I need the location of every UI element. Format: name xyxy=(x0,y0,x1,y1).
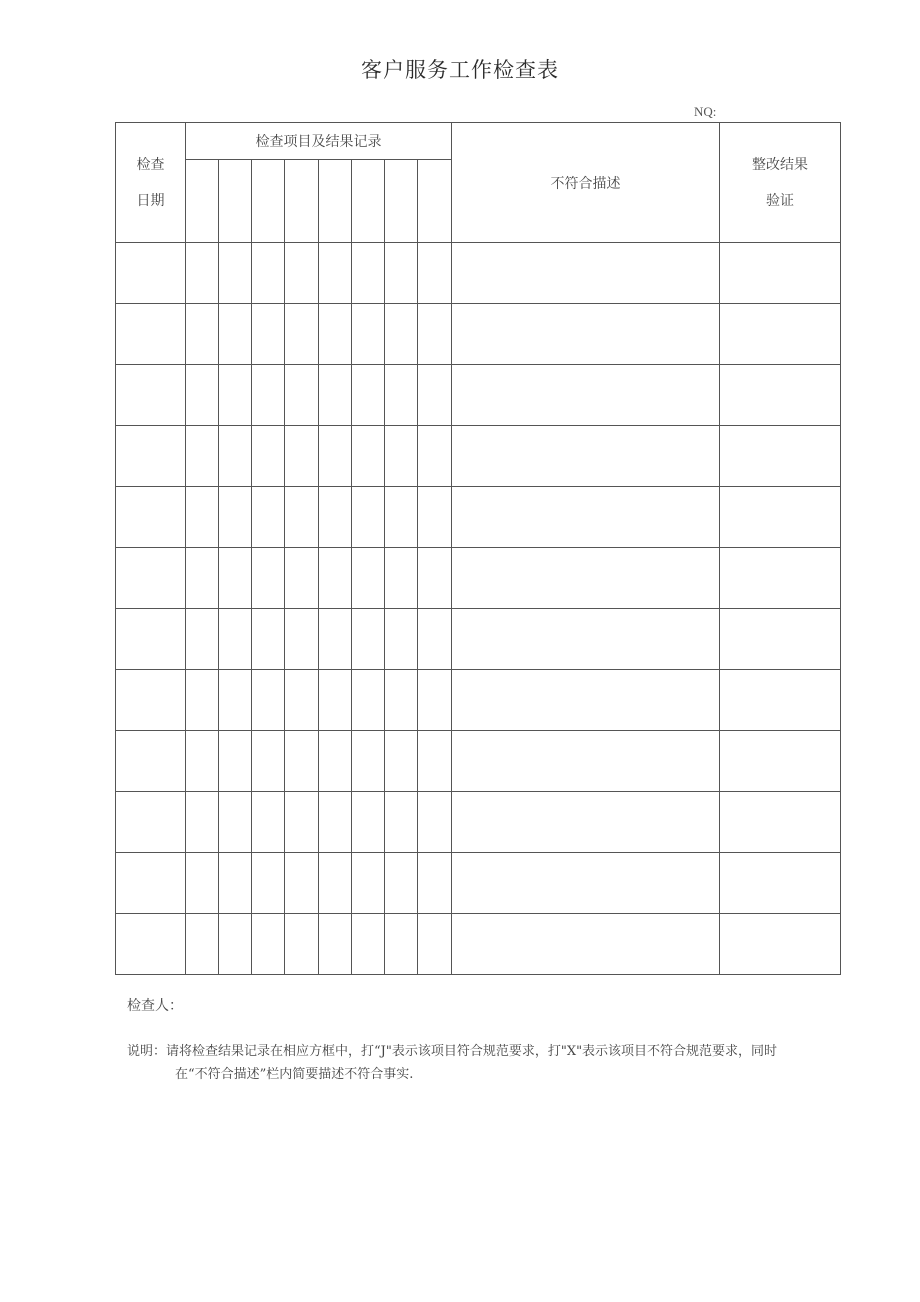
description-cell[interactable] xyxy=(452,792,720,853)
header-description-cell: 不符合描述 xyxy=(452,123,720,243)
verification-cell[interactable] xyxy=(720,731,841,792)
verification-cell[interactable] xyxy=(720,487,841,548)
verification-cell[interactable] xyxy=(720,243,841,304)
item-result-cell[interactable] xyxy=(319,426,352,487)
description-cell[interactable] xyxy=(452,548,720,609)
header-date-cell xyxy=(116,123,186,243)
item-result-cell[interactable] xyxy=(418,426,452,487)
verification-cell[interactable] xyxy=(720,914,841,975)
item-result-cell[interactable] xyxy=(285,914,319,975)
date-cell[interactable] xyxy=(116,670,186,731)
item-result-cell[interactable] xyxy=(319,304,352,365)
item-result-cell[interactable] xyxy=(285,670,319,731)
item-result-cell[interactable] xyxy=(219,731,252,792)
date-cell[interactable] xyxy=(116,731,186,792)
item-result-cell[interactable] xyxy=(385,670,418,731)
item-result-cell[interactable] xyxy=(285,609,319,670)
verification-cell[interactable] xyxy=(720,304,841,365)
item-result-cell[interactable] xyxy=(352,670,385,731)
item-column-header-cell[interactable] xyxy=(319,160,352,243)
description-cell[interactable] xyxy=(452,914,720,975)
item-column-header-cell[interactable] xyxy=(219,160,252,243)
checker-label: 检查人： xyxy=(127,998,183,1014)
item-result-cell[interactable] xyxy=(219,914,252,975)
item-result-cell[interactable] xyxy=(285,243,319,304)
item-result-cell[interactable] xyxy=(186,609,219,670)
item-result-cell[interactable] xyxy=(285,853,319,914)
item-result-cell[interactable] xyxy=(186,243,219,304)
description-cell[interactable] xyxy=(452,487,720,548)
table-row xyxy=(116,304,841,365)
item-result-cell[interactable] xyxy=(186,548,219,609)
item-result-cell[interactable] xyxy=(352,243,385,304)
item-result-cell[interactable] xyxy=(418,731,452,792)
description-cell[interactable] xyxy=(452,365,720,426)
date-cell[interactable] xyxy=(116,853,186,914)
item-result-cell[interactable] xyxy=(418,914,452,975)
table-row xyxy=(116,792,841,853)
item-result-cell[interactable] xyxy=(319,731,352,792)
item-result-cell[interactable] xyxy=(319,792,352,853)
item-result-cell[interactable] xyxy=(319,853,352,914)
item-result-cell[interactable] xyxy=(285,548,319,609)
item-column-header-cell[interactable] xyxy=(252,160,285,243)
item-result-cell[interactable] xyxy=(186,792,219,853)
inspection-table xyxy=(115,122,841,975)
item-result-cell[interactable] xyxy=(385,304,418,365)
item-result-cell[interactable] xyxy=(352,853,385,914)
item-result-cell[interactable] xyxy=(219,304,252,365)
date-cell[interactable] xyxy=(116,426,186,487)
table-row xyxy=(116,853,841,914)
table-row xyxy=(116,670,841,731)
header-items-cell: 检查项目及结果记录 xyxy=(186,123,452,160)
item-result-cell[interactable] xyxy=(285,304,319,365)
item-result-cell[interactable] xyxy=(319,487,352,548)
item-result-cell[interactable] xyxy=(186,365,219,426)
item-result-cell[interactable] xyxy=(385,792,418,853)
item-result-cell[interactable] xyxy=(186,670,219,731)
item-result-cell[interactable] xyxy=(252,914,285,975)
item-result-cell[interactable] xyxy=(252,487,285,548)
item-column-header-cell[interactable] xyxy=(352,160,385,243)
item-result-cell[interactable] xyxy=(385,609,418,670)
date-cell[interactable] xyxy=(116,243,186,304)
item-result-cell[interactable] xyxy=(252,731,285,792)
item-result-cell[interactable] xyxy=(252,853,285,914)
item-result-cell[interactable] xyxy=(219,548,252,609)
table-row xyxy=(116,609,841,670)
item-result-cell[interactable] xyxy=(319,365,352,426)
item-result-cell[interactable] xyxy=(219,426,252,487)
item-result-cell[interactable] xyxy=(319,609,352,670)
item-result-cell[interactable] xyxy=(186,853,219,914)
item-result-cell[interactable] xyxy=(418,487,452,548)
item-result-cell[interactable] xyxy=(385,731,418,792)
description-cell[interactable] xyxy=(452,853,720,914)
item-result-cell[interactable] xyxy=(285,487,319,548)
date-cell[interactable] xyxy=(116,487,186,548)
item-result-cell[interactable] xyxy=(418,670,452,731)
item-result-cell[interactable] xyxy=(418,609,452,670)
header-verify-line2: 验证 xyxy=(766,192,794,209)
item-result-cell[interactable] xyxy=(319,670,352,731)
description-cell[interactable] xyxy=(452,304,720,365)
item-result-cell[interactable] xyxy=(319,548,352,609)
header-date-line2: 日期 xyxy=(136,192,165,209)
item-result-cell[interactable] xyxy=(219,609,252,670)
verification-cell[interactable] xyxy=(720,548,841,609)
item-result-cell[interactable] xyxy=(285,426,319,487)
verification-cell[interactable] xyxy=(720,426,841,487)
item-result-cell[interactable] xyxy=(252,426,285,487)
item-result-cell[interactable] xyxy=(352,487,385,548)
table-row xyxy=(116,426,841,487)
instructions-note xyxy=(127,1040,872,1086)
item-result-cell[interactable] xyxy=(219,670,252,731)
item-result-cell[interactable] xyxy=(418,548,452,609)
table-row xyxy=(116,914,841,975)
item-result-cell[interactable] xyxy=(352,365,385,426)
item-result-cell[interactable] xyxy=(352,609,385,670)
item-result-cell[interactable] xyxy=(252,670,285,731)
item-result-cell[interactable] xyxy=(385,914,418,975)
item-result-cell[interactable] xyxy=(186,914,219,975)
description-cell[interactable] xyxy=(452,731,720,792)
description-cell[interactable] xyxy=(452,243,720,304)
instructions-line1: 说明：请将检查结果记录在相应方框中，打“J"表示该项目符合规范要求，打"X"表示该项目不符合规范要求，同时 xyxy=(127,1044,778,1059)
item-result-cell[interactable] xyxy=(352,548,385,609)
item-column-header-cell[interactable] xyxy=(418,160,452,243)
item-result-cell[interactable] xyxy=(385,487,418,548)
item-result-cell[interactable] xyxy=(352,914,385,975)
item-result-cell[interactable] xyxy=(418,304,452,365)
header-verification-cell xyxy=(720,123,841,243)
item-result-cell[interactable] xyxy=(219,853,252,914)
item-result-cell[interactable] xyxy=(285,792,319,853)
page-title: 客户服务工作检查表 xyxy=(361,58,559,82)
date-cell[interactable] xyxy=(116,914,186,975)
item-result-cell[interactable] xyxy=(352,731,385,792)
date-cell[interactable] xyxy=(116,365,186,426)
table-row xyxy=(116,731,841,792)
item-result-cell[interactable] xyxy=(252,792,285,853)
item-result-cell[interactable] xyxy=(319,243,352,304)
date-cell[interactable] xyxy=(116,609,186,670)
verification-cell[interactable] xyxy=(720,853,841,914)
item-result-cell[interactable] xyxy=(252,609,285,670)
verification-cell[interactable] xyxy=(720,670,841,731)
table-header-row xyxy=(116,123,841,160)
item-result-cell[interactable] xyxy=(252,304,285,365)
verification-cell[interactable] xyxy=(720,365,841,426)
item-result-cell[interactable] xyxy=(186,304,219,365)
description-cell[interactable] xyxy=(452,609,720,670)
verification-cell[interactable] xyxy=(720,792,841,853)
date-cell[interactable] xyxy=(116,304,186,365)
item-result-cell[interactable] xyxy=(186,487,219,548)
item-result-cell[interactable] xyxy=(252,365,285,426)
item-result-cell[interactable] xyxy=(385,243,418,304)
table-row xyxy=(116,487,841,548)
item-column-header-cell[interactable] xyxy=(385,160,418,243)
item-result-cell[interactable] xyxy=(285,731,319,792)
header-verify-line1: 整改结果 xyxy=(752,156,808,173)
header-date-line1: 检查 xyxy=(136,156,165,173)
item-result-cell[interactable] xyxy=(418,792,452,853)
item-result-cell[interactable] xyxy=(418,365,452,426)
item-result-cell[interactable] xyxy=(418,243,452,304)
item-result-cell[interactable] xyxy=(385,365,418,426)
document-number-label: NQ: xyxy=(694,104,717,119)
item-result-cell[interactable] xyxy=(385,548,418,609)
date-cell[interactable] xyxy=(116,792,186,853)
table-row xyxy=(116,243,841,304)
description-cell[interactable] xyxy=(452,670,720,731)
table-row xyxy=(116,365,841,426)
item-result-cell[interactable] xyxy=(385,853,418,914)
item-result-cell[interactable] xyxy=(219,365,252,426)
item-column-header-cell[interactable] xyxy=(285,160,319,243)
item-result-cell[interactable] xyxy=(385,426,418,487)
item-result-cell[interactable] xyxy=(252,243,285,304)
item-result-cell[interactable] xyxy=(186,426,219,487)
item-result-cell[interactable] xyxy=(352,792,385,853)
table-row xyxy=(116,548,841,609)
verification-cell[interactable] xyxy=(720,609,841,670)
item-result-cell[interactable] xyxy=(285,365,319,426)
item-column-header-cell[interactable] xyxy=(186,160,219,243)
instructions-line2: 在“不符合描述”栏内简要描述不符合事实. xyxy=(175,1067,414,1082)
item-result-cell[interactable] xyxy=(186,731,219,792)
item-result-cell[interactable] xyxy=(319,914,352,975)
date-cell[interactable] xyxy=(116,548,186,609)
description-cell[interactable] xyxy=(452,426,720,487)
item-result-cell[interactable] xyxy=(352,304,385,365)
item-result-cell[interactable] xyxy=(252,548,285,609)
item-result-cell[interactable] xyxy=(219,243,252,304)
item-result-cell[interactable] xyxy=(418,853,452,914)
item-result-cell[interactable] xyxy=(219,487,252,548)
item-result-cell[interactable] xyxy=(219,792,252,853)
item-result-cell[interactable] xyxy=(352,426,385,487)
